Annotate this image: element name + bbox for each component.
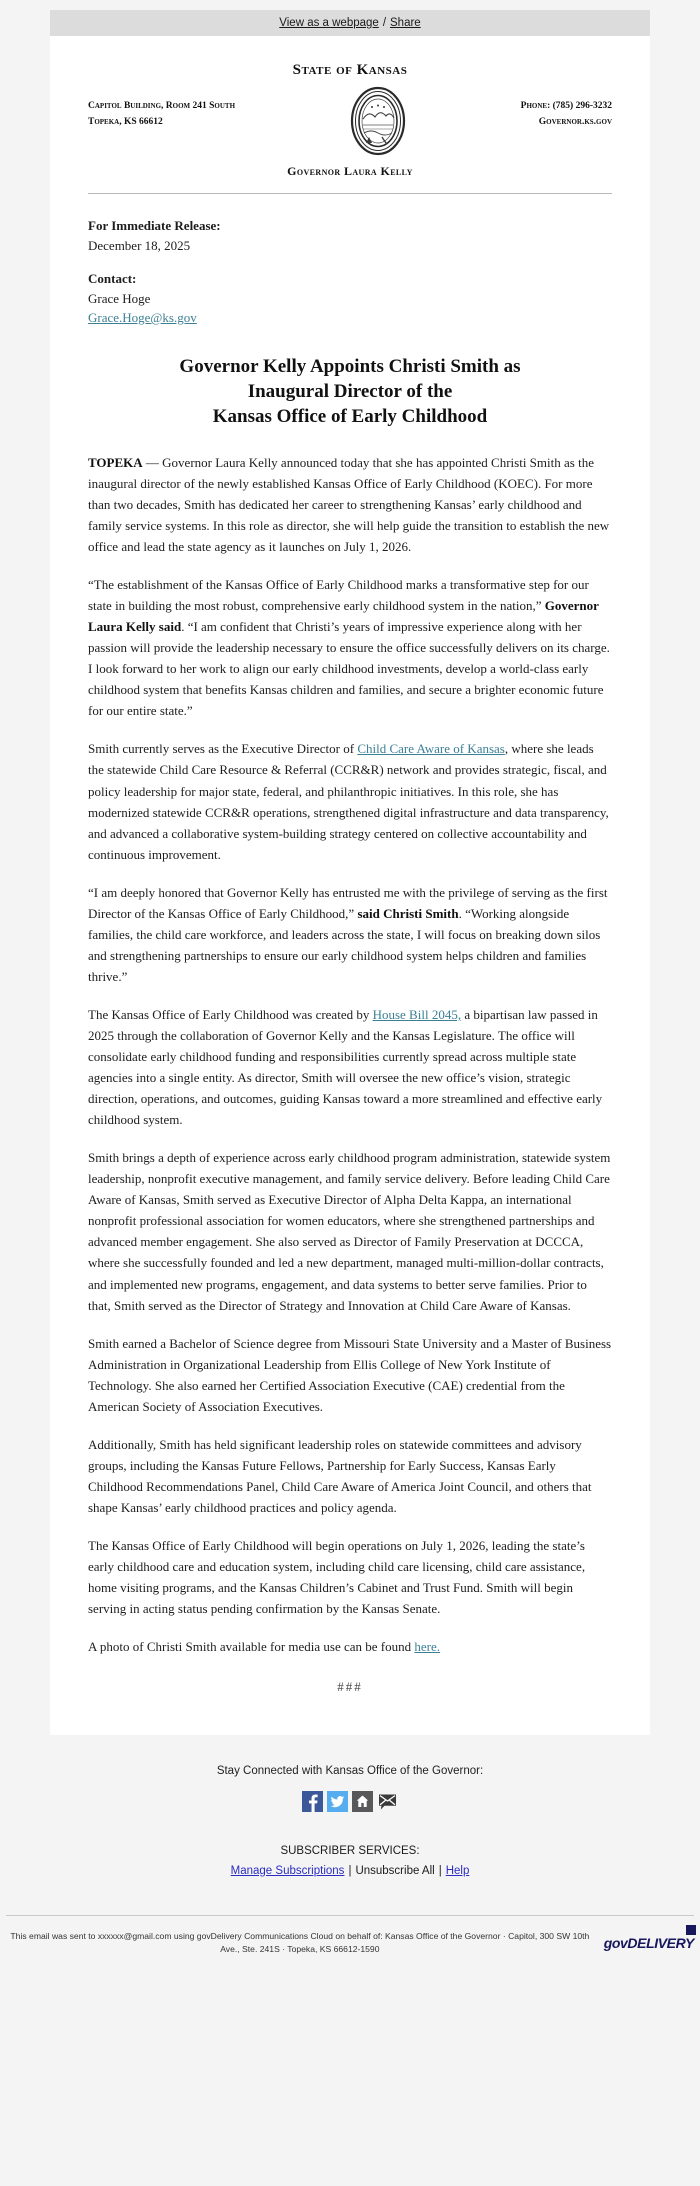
paragraph-p3 [88,738,612,864]
paragraph-text: The Kansas Office of Early Childhood was created by [88,1006,373,1022]
legal-text: This email was sent to xxxxxx@gmail.com using govDelivery Communications Cloud on behalf of: Kansas Office of the Governor · Capitol, 300 SW 10th Ave., Ste. 241S · Topeka, KS 66612-1590 [10,1931,590,1955]
masthead-divider [88,193,612,194]
legal-footer [0,1916,700,1974]
inline-link[interactable]: House Bill 2045, [372,1006,462,1022]
paragraph-text: — Governor Laura Kelly announced today that she has appointed Christi Smith as the inaugural director of the newly established Kansas Office of Early Childhood (KOEC). For more than two decades, Smith has dedicated her career to strengthening Kansas’ early childhood and family service systems. In this role as director, she will help guide the transition to establish the new office and lead the state agency as it launches on July 1, 2026. [88,454,610,555]
paragraph-p4 [88,882,612,987]
link-divider-1: | [348,1864,352,1877]
emphasis-text: Governor Laura Kelly said [88,598,599,635]
address-line-2: Topeka, KS 66612 [88,116,163,127]
governor-name: Governor Laura Kelly [287,164,413,178]
subscriber-services [0,1842,700,1881]
release-date: December 18, 2025 [88,237,191,253]
govdelivery-logo [604,1935,694,1951]
govdelivery-wordmark: govDELIVERY [603,1935,694,1952]
masthead [88,62,612,179]
end-marker: ### [337,1679,363,1695]
headline-line-2: Inaugural Director of the [247,380,453,402]
contact-name: Grace Hoge [88,290,151,306]
paragraph-text: , where she leads the statewide Child Care Resource & Referral (CCR&R) network and provides strategic, fiscal, and policy leadership for major state, federal, and philanthropic initiatives. In this role, she has modernized statewide CCR&R operations, strengthened digital infrastructure and data transparency, and advanced a collaborative system-building strategy centered on collective accountability and continuous improvement. [88,741,609,862]
page-title [96,354,604,430]
press-release-body [50,36,650,1735]
masthead-row [88,85,612,162]
paragraph-p8 [88,1434,612,1518]
manage-subscriptions-link[interactable]: Manage Subscriptions [230,1864,345,1877]
contact-email-link[interactable]: Grace.Hoge@ks.gov [88,310,197,325]
release-label: For Immediate Release: [88,218,221,233]
share-link[interactable]: Share [390,17,421,29]
inline-link[interactable]: Child Care Aware of Kansas [357,741,505,757]
paragraph-text: . “I am confident that Christi’s years of impressive experience along with her passion will provide the leadership necessary to ensure the office successfully delivers on its charge. I look forward to her work to align our early childhood investments, develop a world-class early childhood system that benefits Kansas children and families, and secure a brighter economic future for our entire state.” [88,619,610,719]
twitter-icon[interactable] [327,1791,348,1812]
paragraph-text: A photo of Christi Smith available for media use can be found [88,1639,415,1655]
phone-line: Phone: (785) 296-3232 [520,101,612,111]
facebook-icon[interactable] [302,1791,323,1812]
address-line-1: Capitol Building, Room 241 South [88,101,236,111]
website-line: Governor.ks.gov [538,116,612,127]
emphasis-text: said Christi Smith [357,905,459,921]
paragraph-text: . “Working alongside families, the child care workforce, and leaders across the state, I will focus on breaking down silos and strengthening partnerships to ensure our early childhood system helps children and families thrive.” [88,905,601,984]
paragraph-text: Smith brings a depth of experience across early childhood program administration, statewide system leadership, nonprofit executive management, and family service delivery. Before leading Child Care Aware of Kansas, Smith served as Executive Director of Alpha Delta Kappa, an international nonprofit professional association for women educators, where she strengthened partnerships and advanced member engagement. She also served as Director of Family Preservation at DCCCA, where she successfully founded and led a new department, managed multi-million-dollar contracts, and implemented new programs, engagement, and data systems to better serve families. Prior to that, Smith served as the Director of Strategy and Innovation at Child Care Aware of Kansas. [88,1150,611,1313]
paragraph-p6 [88,1147,612,1315]
home-icon[interactable] [352,1791,373,1812]
capitol-address [88,85,235,130]
govdelivery-mark-icon [686,1925,696,1935]
headline-line-3: Kansas Office of Early Childhood [212,406,488,428]
paragraph-text: The Kansas Office of Early Childhood will begin operations on July 1, 2026, leading the state’s early childhood care and education system, including child care licensing, child care assistance, home visiting programs, and the Kansas Children’s Cabinet and Trust Fund. Smith will begin serving in acting status pending confirmation by the Kansas Senate. [88,1537,586,1617]
stay-connected-title: Stay Connected with Kansas Office of the Governor: [216,1765,484,1778]
subscriber-links [0,1862,700,1882]
paragraph-p10 [88,1636,612,1657]
view-as-webpage-link[interactable]: View as a webpage [279,17,379,29]
release-meta [88,216,612,328]
paragraph-p9 [88,1535,612,1619]
release-block [88,216,612,255]
stay-connected-section [0,1735,700,1974]
view-as-webpage-bar [50,10,650,36]
email-icon[interactable] [377,1791,398,1812]
paragraph-p2 [88,574,612,721]
subscriber-services-title: SUBSCRIBER SERVICES: [280,1845,420,1858]
paragraph-p7 [88,1333,612,1417]
inline-link[interactable]: here. [414,1639,441,1655]
state-seal-icon [349,85,407,162]
paragraph-text: a bipartisan law passed in 2025 through the collaboration of Governor Kelly and the Kansas Legislature. The office will consolidate early childhood funding and responsibilities currently spread across multiple state agencies into a single entity. As director, Smith will oversee the new office’s vision, strategic direction, operations, and outcomes, guiding Kansas toward a more streamlined and effective early childhood system. [88,1006,603,1128]
paragraph-text: Additionally, Smith has held significant leadership roles on statewide committees and advisory groups, including the Kansas Future Fellows, Partnership for Early Success, Kansas Early Childhood Recommendations Panel, Child Care Aware of America Joint Council, and others that shape Kansas’ early childhood practices and policy agenda. [88,1436,592,1515]
contact-label: Contact: [88,271,137,286]
paragraph-p1 [88,452,612,557]
paragraph-text: Smith earned a Bachelor of Science degree from Missouri State University and a Master of Business Administration in Organizational Leadership from Ellis College of New York Institute of Technology. She also earned her Certified Association Executive (CAE) credential from the American Society of Association Executives. [88,1335,612,1414]
paragraph-text: Smith currently serves as the Executive Director of [88,741,358,757]
email-page [0,10,700,1974]
emphasis-text: TOPEKA [88,454,143,470]
article-body [88,452,612,1657]
social-links [0,1791,700,1812]
topbar-separator: / [382,17,387,29]
headline-line-1: Governor Kelly Appoints Christi Smith as [179,355,521,377]
paragraph-text: “I am deeply honored that Governor Kelly has entrusted me with the privilege of serving as the first Director of the Kansas Office of Early Childhood,” [88,884,608,921]
link-divider-2: | [438,1864,442,1877]
paragraph-text: “The establishment of the Kansas Office of Early Childhood marks a transformative step for our state in building the most robust, comprehensive early childhood system in the nation,” [88,577,589,614]
paragraph-p5 [88,1004,612,1130]
help-link[interactable]: Help [445,1864,470,1877]
unsubscribe-all-link[interactable]: Unsubscribe All [355,1864,435,1877]
governor-contact [521,85,612,130]
contact-block [88,269,612,328]
state-title: State of Kansas [292,62,408,78]
